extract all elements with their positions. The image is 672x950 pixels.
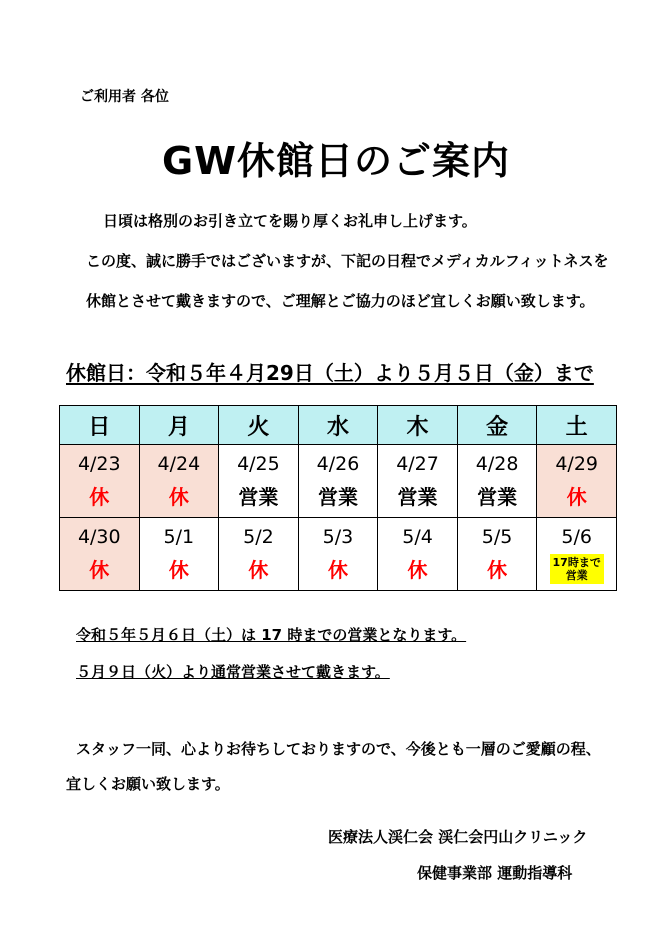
day-date: 4/25 — [237, 453, 280, 475]
day-cell — [60, 445, 140, 518]
department-name: 保健事業部 運動指導科 — [417, 864, 573, 882]
weekday-sun: 日 — [60, 406, 140, 445]
day-cell — [60, 518, 140, 591]
day-date: 4/26 — [316, 453, 360, 475]
day-cell — [219, 518, 299, 591]
day-cell — [537, 518, 617, 591]
note-line-2 — [76, 661, 390, 682]
day-status: 休 — [168, 485, 189, 509]
day-cell — [139, 445, 219, 518]
day-status: 休 — [327, 558, 348, 582]
day-date: 5/3 — [322, 526, 354, 548]
day-date: 4/28 — [475, 453, 519, 475]
day-date: 5/5 — [481, 526, 513, 548]
day-cell — [457, 518, 537, 591]
intro-line-1: 日頃は格別のお引き立てを賜り厚くお礼申し上げます。 — [103, 212, 477, 230]
day-cell — [378, 518, 458, 591]
day-cell — [298, 518, 378, 591]
note-line-1 — [76, 624, 466, 645]
weekday-header-row — [60, 406, 617, 445]
page-title: GW休館日のご案内 — [161, 139, 511, 183]
day-status: 休 — [487, 558, 508, 582]
day-cell — [537, 445, 617, 518]
closed-period: 休館日：令和５年４月29日（土）より５月５日（金）まで — [66, 361, 594, 385]
day-cell — [139, 518, 219, 591]
staff-message-line-2: 宜しくお願い致します。 — [66, 775, 230, 793]
weekday-fri: 金 — [457, 406, 537, 445]
organization-name: 医療法人渓仁会 渓仁会円山クリニック — [328, 828, 588, 846]
day-status: 休 — [407, 558, 428, 582]
day-status: 休 — [89, 485, 110, 509]
day-date: 5/1 — [163, 526, 195, 548]
day-status: 営業 — [238, 485, 279, 509]
day-date: 4/24 — [157, 453, 201, 475]
weekday-thu: 木 — [378, 406, 458, 445]
day-status: 休 — [89, 558, 110, 582]
intro-line-3: 休館とさせて戴きますので、ご理解とご協力のほど宜しくお願い致します。 — [86, 292, 595, 310]
day-date: 5/4 — [402, 526, 433, 548]
day-status: 営業 — [477, 485, 518, 509]
note-line-2-text: ５月９日（火）より通常営業させて戴きます。 — [76, 663, 390, 681]
weekday-mon: 月 — [139, 406, 219, 445]
special-hours-line-1: 17時まで — [552, 556, 601, 569]
weekday-wed: 水 — [298, 406, 378, 445]
schedule-calendar — [59, 405, 617, 591]
day-cell — [457, 445, 537, 518]
day-cell — [298, 445, 378, 518]
week-row-1 — [60, 445, 617, 518]
day-date: 5/6 — [561, 526, 592, 548]
day-status: 営業 — [317, 485, 358, 509]
day-status: 休 — [566, 485, 587, 509]
day-status: 休 — [248, 558, 269, 582]
intro-line-2: この度、誠に勝手ではございますが、下記の日程でメディカルフィットネスを — [86, 252, 609, 270]
staff-message-line-1: スタッフ一同、心よりお待ちしておりますので、今後とも一層のご愛顧の程、 — [76, 740, 601, 758]
special-hours-badge — [550, 554, 604, 584]
day-date: 4/29 — [555, 453, 599, 475]
note-line-1-text: 令和５年５月６日（土）は 17 時までの営業となります。 — [76, 626, 467, 644]
day-cell — [219, 445, 299, 518]
day-date: 5/2 — [243, 526, 274, 548]
day-date: 4/30 — [77, 526, 121, 548]
weekday-tue: 火 — [219, 406, 299, 445]
day-status: 営業 — [397, 485, 438, 509]
day-status: 休 — [168, 558, 189, 582]
week-row-2 — [60, 518, 617, 591]
day-cell — [378, 445, 458, 518]
weekday-sat: 土 — [537, 406, 617, 445]
special-hours-line-2: 営業 — [565, 569, 588, 582]
day-date: 4/23 — [77, 453, 121, 475]
day-date: 4/27 — [396, 453, 439, 475]
addressee: ご利用者 各位 — [80, 89, 169, 105]
